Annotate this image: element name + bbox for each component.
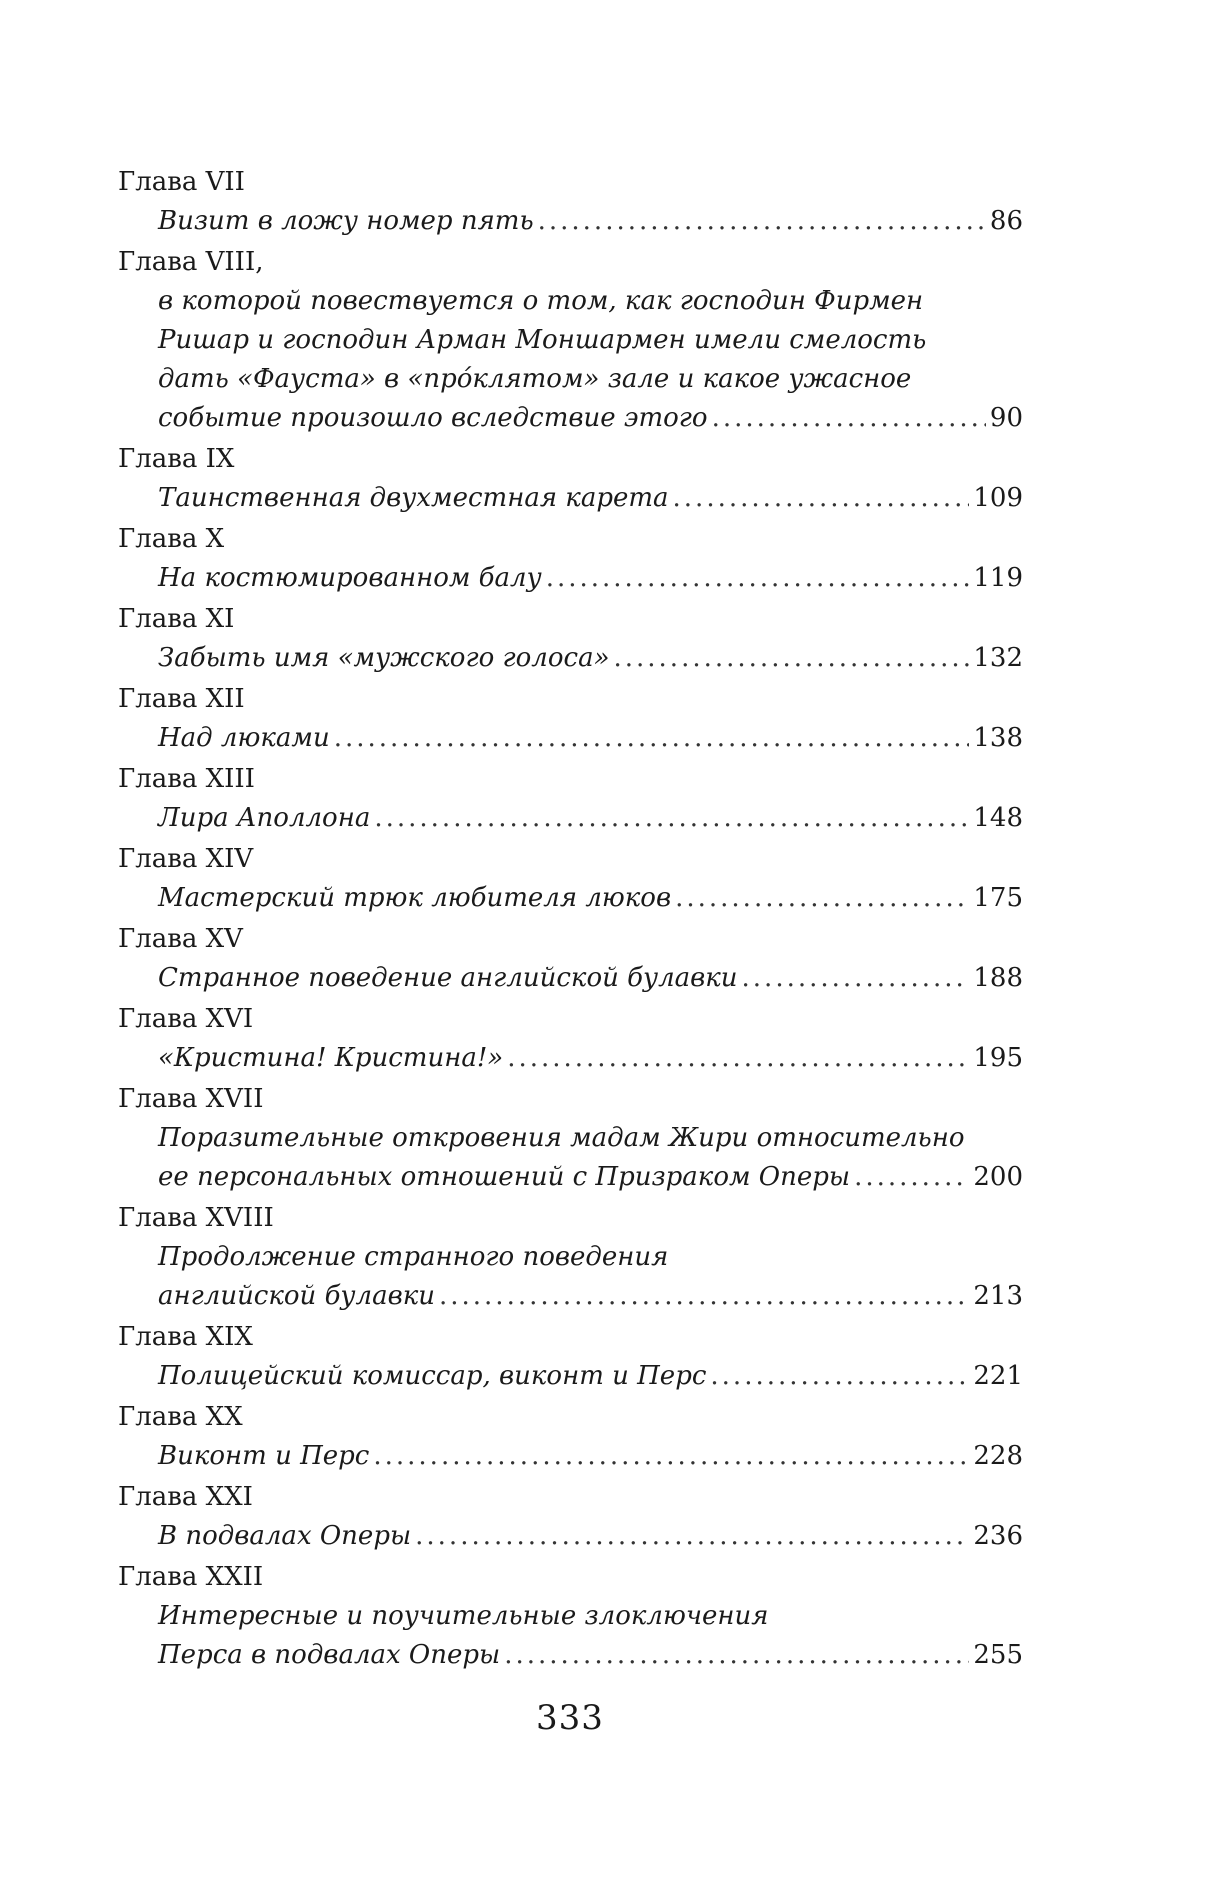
chapter-heading: Глава XII — [118, 684, 245, 714]
toc-entry — [118, 1198, 1023, 1316]
toc-page-number: 228 — [973, 1441, 1023, 1471]
chapter-title-text: В подвалах Оперы — [158, 1521, 412, 1551]
chapter-title-line — [118, 479, 1023, 518]
chapter-title-line — [118, 1437, 1023, 1476]
dot-leader — [710, 1357, 969, 1396]
toc-page-number: 86 — [989, 206, 1023, 236]
chapter-title-line — [118, 799, 1023, 838]
toc-page-number: 188 — [973, 963, 1023, 993]
dot-leader — [439, 1277, 969, 1316]
chapter-title-line — [118, 1238, 1023, 1277]
chapter-title-line — [118, 879, 1023, 918]
chapter-title-text: Визит в ложу номер пять — [158, 206, 534, 236]
chapter-title-text: На костюмированном балу — [158, 563, 542, 593]
chapter-title-line — [118, 1636, 1023, 1675]
dot-leader — [854, 1158, 969, 1197]
chapter-heading: Глава VII — [118, 167, 245, 197]
toc-entry — [118, 919, 1023, 998]
chapter-title-line — [118, 639, 1023, 678]
chapter-title-text: Поразительные откровения мадам Жири относительно — [158, 1123, 965, 1153]
chapter-heading: Глава VIII, — [118, 247, 264, 277]
toc-entry — [118, 1397, 1023, 1476]
toc-page-number: 236 — [973, 1521, 1023, 1551]
chapter-title-text: Таинственная двухместная карета — [158, 483, 669, 513]
toc-entry — [118, 1557, 1023, 1675]
toc-page-number: 175 — [973, 883, 1023, 913]
dot-leader — [675, 879, 969, 918]
chapter-title-line — [118, 360, 1023, 399]
toc-entry — [118, 162, 1023, 241]
chapter-title-text: Забыть имя «мужского голоса» — [158, 643, 610, 673]
dot-leader — [673, 479, 970, 518]
page-number: 333 — [536, 1698, 604, 1738]
chapter-title-text: Мастерский трюк любителя люков — [158, 883, 672, 913]
toc-page-number: 138 — [973, 723, 1023, 753]
toc-entry — [118, 242, 1023, 438]
toc-entry — [118, 519, 1023, 598]
chapter-heading: Глава XV — [118, 924, 243, 954]
toc-page-number: 255 — [973, 1640, 1023, 1670]
toc-entry — [118, 1317, 1023, 1396]
chapter-title-text: Над люками — [158, 723, 330, 753]
chapter-title-line — [118, 399, 1023, 438]
dot-leader — [546, 559, 970, 598]
chapter-heading: Глава XXI — [118, 1482, 253, 1512]
chapter-title-line — [118, 1357, 1023, 1396]
toc-page-number: 200 — [973, 1162, 1023, 1192]
toc-entry — [118, 839, 1023, 918]
chapter-heading: Глава XIX — [118, 1322, 253, 1352]
chapter-title-line — [118, 1517, 1023, 1556]
toc-page-number: 90 — [989, 403, 1023, 433]
chapter-title-text: Лира Аполлона — [158, 803, 371, 833]
dot-leader — [538, 202, 986, 241]
chapter-title-text: Продолжение странного поведения — [158, 1242, 669, 1272]
chapter-title-line — [118, 282, 1023, 321]
chapter-title-text: английской булавки — [158, 1281, 435, 1311]
chapter-heading: Глава XX — [118, 1402, 243, 1432]
chapter-heading: Глава XI — [118, 604, 235, 634]
chapter-title-text: событие произошло вследствие этого — [158, 403, 708, 433]
toc-page-number: 132 — [973, 643, 1023, 673]
chapter-title-line — [118, 1119, 1023, 1158]
toc-entry — [118, 679, 1023, 758]
chapter-title-line — [118, 719, 1023, 758]
chapter-title-text: в которой повествуется о том, как господин Фирмен — [158, 286, 924, 316]
toc-entry — [118, 759, 1023, 838]
toc-entry — [118, 599, 1023, 678]
chapter-title-text: Полицейский комиссар, виконт и Перс — [158, 1361, 707, 1391]
dot-leader — [742, 959, 970, 998]
chapter-title-line — [118, 959, 1023, 998]
toc-entry — [118, 1477, 1023, 1556]
chapter-title-text: дать «Фауста» в «прóклятом» зале и какое ужасное — [158, 364, 912, 394]
chapter-title-line — [118, 1039, 1023, 1078]
chapter-title-text: Интересные и поучительные злоключения — [158, 1601, 769, 1631]
chapter-heading: Глава XIII — [118, 764, 255, 794]
chapter-title-text: Странное поведение английской булавки — [158, 963, 738, 993]
chapter-title-text: Виконт и Перс — [158, 1441, 370, 1471]
dot-leader — [373, 1437, 969, 1476]
toc-page-number: 148 — [973, 803, 1023, 833]
toc-page-number: 119 — [973, 563, 1023, 593]
dot-leader — [334, 719, 970, 758]
chapter-heading: Глава XXII — [118, 1562, 264, 1592]
dot-leader — [613, 639, 969, 678]
dot-leader — [504, 1636, 969, 1675]
chapter-heading: Глава XVI — [118, 1004, 254, 1034]
chapter-title-text: ее персональных отношений с Призраком Оперы — [158, 1162, 851, 1192]
dot-leader — [507, 1039, 969, 1078]
toc-page-number: 213 — [973, 1281, 1023, 1311]
chapter-title-text: Ришар и господин Арман Моншармен имели смелость — [158, 325, 927, 355]
chapter-title-line — [118, 321, 1023, 360]
chapter-heading: Глава IX — [118, 444, 235, 474]
toc-page-number: 221 — [973, 1361, 1023, 1391]
toc-entry — [118, 999, 1023, 1078]
chapter-title-text: «Кристина! Кристина!» — [158, 1043, 504, 1073]
chapter-heading: Глава X — [118, 524, 225, 554]
chapter-title-line — [118, 1597, 1023, 1636]
toc-page-number: 195 — [973, 1043, 1023, 1073]
chapter-title-text: Перса в подвалах Оперы — [158, 1640, 501, 1670]
chapter-title-line — [118, 202, 1023, 241]
chapter-title-line — [118, 559, 1023, 598]
table-of-contents — [118, 162, 1023, 1675]
chapter-title-line — [118, 1277, 1023, 1316]
chapter-heading: Глава XVIII — [118, 1203, 274, 1233]
dot-leader — [415, 1517, 969, 1556]
dot-leader — [712, 399, 986, 438]
chapter-heading: Глава XIV — [118, 844, 254, 874]
toc-entry — [118, 439, 1023, 518]
chapter-title-line — [118, 1158, 1023, 1197]
toc-entry — [118, 1079, 1023, 1197]
chapter-heading: Глава XVII — [118, 1084, 264, 1114]
toc-page-number: 109 — [973, 483, 1023, 513]
dot-leader — [374, 799, 969, 838]
